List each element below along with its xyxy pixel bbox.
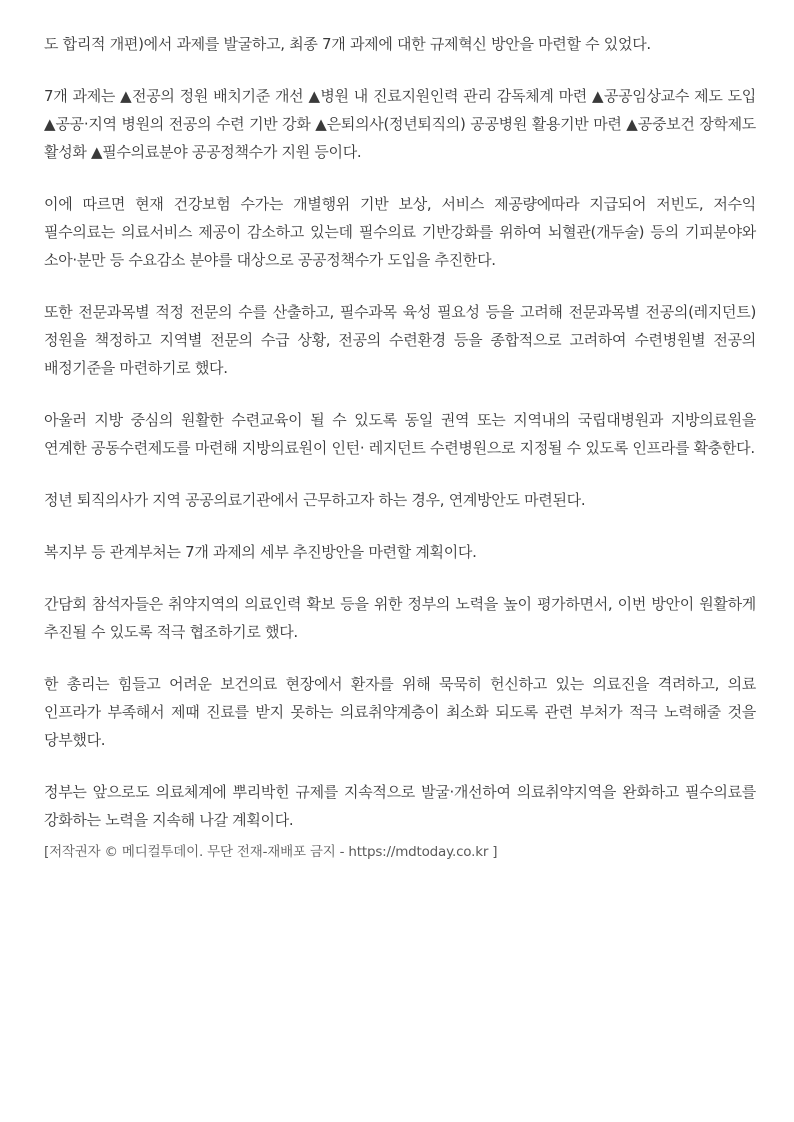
article-paragraph-4: 또한 전문과목별 적정 전문의 수를 산출하고, 필수과목 육성 필요성 등을 고려해 전문과목별 전공의(레지던트) 정원을 책정하고 지역별 전문의 수급 상황, 전공의 수련환경 등을 종합적으로 고려하여 수련병원별 전공의 배정기준을 마련하기로 했다. (44, 303, 756, 377)
article-paragraph-5: 아울러 지방 중심의 원활한 수련교육이 될 수 있도록 동일 권역 또는 지역내의 국립대병원과 지방의료원을 연계한 공동수련제도를 마련해 지방의료원이 인턴· 레지던트 수련병원으로 지정될 수 있도록 인프라를 확충한다. (44, 411, 756, 457)
article-paragraph-2: 7개 과제는 ▲전공의 정원 배치기준 개선 ▲병원 내 진료지원인력 관리 감독체계 마련 ▲공공임상교수 제도 도입 ▲공공·지역 병원의 전공의 수련 기반 강화 ▲은퇴의사(정년퇴직의) 공공병원 활용기반 마련 ▲공중보건 장학제도 활성화 ▲필수의료분야 공공정책수가 지원 등이다. (44, 87, 756, 161)
article-paragraph-10: 정부는 앞으로도 의료체계에 뿌리박힌 규제를 지속적으로 발굴·개선하여 의료취약지역을 완화하고 필수의료를 강화하는 노력을 지속해 나갈 계획이다. (44, 783, 756, 829)
article-body (44, 30, 756, 864)
article-paragraph-1: 도 합리적 개편)에서 과제를 발굴하고, 최종 7개 과제에 대한 규제혁신 방안을 마련할 수 있었다. (44, 35, 651, 53)
article-paragraph-6: 정년 퇴직의사가 지역 공공의료기관에서 근무하고자 하는 경우, 연계방안도 마련된다. (44, 491, 586, 509)
article-paragraph-9: 한 총리는 힘들고 어려운 보건의료 현장에서 환자를 위해 묵묵히 헌신하고 있는 의료진을 격려하고, 의료 인프라가 부족해서 제때 진료를 받지 못하는 의료취약계층이 최소화 되도록 관련 부처가 적극 노력해줄 것을 당부했다. (44, 675, 756, 749)
article-paragraph-7: 복지부 등 관계부처는 7개 과제의 세부 추진방안을 마련할 계획이다. (44, 543, 477, 561)
article-paragraph-3: 이에 따르면 현재 건강보험 수가는 개별행위 기반 보상, 서비스 제공량에따라 지급되어 저빈도, 저수익 필수의료는 의료서비스 제공이 감소하고 있는데 필수의료 기반강화를 위하여 뇌혈관(개두술) 등의 기피분야와 소아·분만 등 수요감소 분야를 대상으로 공공정책수가 도입을 추진한다. (44, 195, 756, 269)
article-paragraph-8: 간담회 참석자들은 취약지역의 의료인력 확보 등을 위한 정부의 노력을 높이 평가하면서, 이번 방안이 원활하게 추진될 수 있도록 적극 협조하기로 했다. (44, 595, 756, 641)
copyright-notice: [저작권자 © 메디컬투데이. 무단 전재-재배포 금지 - https://mdtoday.co.kr ] (44, 844, 498, 860)
